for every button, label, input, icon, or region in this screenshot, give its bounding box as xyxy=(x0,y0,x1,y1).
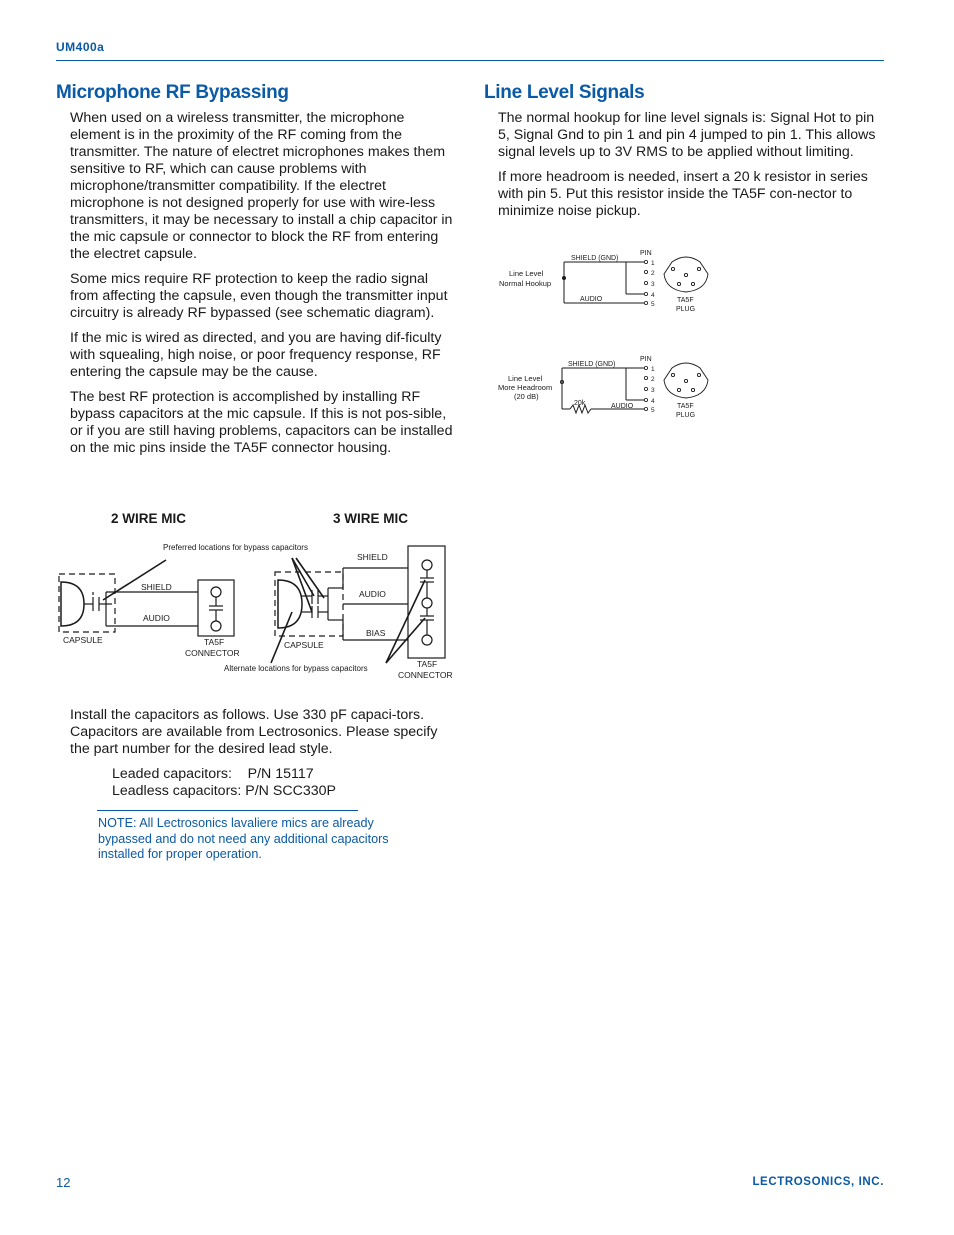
diagram2-pin-1: 1 xyxy=(651,366,655,373)
preferred-pointer-3wire-a xyxy=(292,558,314,596)
parts-item-leadless: Leadless capacitors: P/N SCC330P xyxy=(112,783,336,799)
two-wire-capsule-label: CAPSULE xyxy=(63,635,103,645)
note-rule xyxy=(97,810,358,811)
diagram2-plug-icon xyxy=(664,363,708,398)
diagram2-plug-label-1: TA5F xyxy=(677,403,694,410)
diagram2-label-3: (20 dB) xyxy=(514,392,539,401)
section-title-rf-bypassing: Microphone RF Bypassing xyxy=(56,82,289,103)
alternate-pointer-capsule xyxy=(271,612,292,663)
paragraph-2: Some mics require RF protection to keep the radio signal from affecting the capsule, even though the transmitter input circuitry is already RF bypassed (see schematic diagram). xyxy=(70,271,448,321)
install-instructions xyxy=(70,707,460,800)
diagram2-plug-label-2: PLUG xyxy=(676,412,696,419)
left-column xyxy=(56,82,456,465)
diagram1-pin-2: 2 xyxy=(651,270,655,277)
install-text: Install the capacitors as follows. Use 330 pF capaci-tors. Capacitors are available from Lectrosonics. Please specify the part number for the desired lead style. xyxy=(70,707,438,757)
two-wire-ta5f-label: TA5F xyxy=(204,637,225,647)
three-wire-ta5f-connector xyxy=(408,546,445,658)
diagram1-pin-label: PIN xyxy=(640,250,652,257)
diagram2-label-2: More Headroom xyxy=(498,383,553,392)
two-wire-connector-label: CONNECTOR xyxy=(185,648,240,658)
header-model: UM400a xyxy=(56,40,105,54)
diagram1-wires xyxy=(563,262,645,303)
parts-item-leaded: Leaded capacitors: P/N 15117 xyxy=(112,766,314,782)
three-wire-capsule xyxy=(275,568,408,640)
three-wire-capsule-label: CAPSULE xyxy=(284,640,324,650)
note-text: NOTE: All Lectrosonics lavaliere mics are already bypassed and do not need any additional capacitors installed for proper operation. xyxy=(98,816,389,861)
diagram2-pin-2: 2 xyxy=(651,376,655,383)
diagram2-pins xyxy=(644,366,655,414)
section-title-line-level: Line Level Signals xyxy=(484,82,645,103)
two-wire-audio-label: AUDIO xyxy=(143,613,170,623)
diagram1-pin-1: 1 xyxy=(651,260,655,267)
three-wire-ta5f-label: TA5F xyxy=(417,659,438,669)
paragraph-3: If the mic is wired as directed, and you are having dif-ficulty with squealing, high noise, or poor frequency response, RF entering the capsule may be the cause. xyxy=(70,330,442,380)
right-paragraph-1: The normal hookup for line level signals is: Signal Hot to pin 5, Signal Gnd to pin 1 and pin 4 jumped to pin 1. This allows signal levels up to 3V RMS to be applied without limiting. xyxy=(498,110,876,160)
paragraph-4: The best RF protection is accomplished by installing RF bypass capacitors at the mic capsule. If this is not pos-sible, or if you are still having problems, capacitors can be installed on the mic pins inside the TA5F connector housing. xyxy=(70,389,453,456)
line-level-normal-diagram xyxy=(496,244,726,319)
parts-list xyxy=(112,766,460,800)
two-wire-title: 2 WIRE MIC xyxy=(111,511,187,526)
paragraph-1: When used on a wireless transmitter, the microphone element is in the proximity of the RF coming from the transmitter. The nature of electret microphones makes them sensitive to RF, which can cause problems with microphone/transmitter compatibility. If the electret microphone is not designed properly for use with wire-less transmitters, it may be necessary to install a chip capacitor in the mic capsule or connector to block the RF from entering the electret capsule. xyxy=(70,110,453,262)
mic-bypass-diagram xyxy=(56,508,476,688)
diagram1-label-2: Normal Hookup xyxy=(499,279,552,288)
diagram1-pin-3: 3 xyxy=(651,281,655,288)
three-wire-connector-label: CONNECTOR xyxy=(398,670,453,680)
diagram1-audio-label: AUDIO xyxy=(580,296,603,303)
two-wire-shield-label: SHIELD xyxy=(141,582,172,592)
alternate-note: Alternate locations for bypass capacitors xyxy=(224,664,368,673)
diagram1-plug-icon xyxy=(664,257,708,292)
line-level-headroom-diagram xyxy=(496,350,726,425)
three-wire-bias-label: BIAS xyxy=(366,628,386,638)
diagram2-resistor-label: 20k xyxy=(574,400,586,407)
diagram1-pin-5: 5 xyxy=(651,301,655,308)
diagram2-label-1: Line Level xyxy=(508,374,543,383)
diagram2-pin-3: 3 xyxy=(651,387,655,394)
two-wire-capsule xyxy=(59,574,198,632)
diagram2-pin-4: 4 xyxy=(651,398,655,405)
diagram2-pin-label: PIN xyxy=(640,356,652,363)
right-column xyxy=(484,82,884,228)
right-paragraph-2: If more headroom is needed, insert a 20 k resistor in series with pin 5. Put this resistor inside the TA5F con-nector to minimize noise pickup. xyxy=(498,169,868,219)
two-wire-ta5f-connector xyxy=(198,580,234,636)
three-wire-shield-label: SHIELD xyxy=(357,552,388,562)
diagram2-pin-5: 5 xyxy=(651,407,655,414)
three-wire-title: 3 WIRE MIC xyxy=(333,511,409,526)
diagram1-label-1: Line Level xyxy=(509,269,544,278)
diagram1-shield-label: SHIELD (GND) xyxy=(571,255,619,262)
diagram2-audio-label: AUDIO xyxy=(611,403,634,410)
diagram1-plug-label-2: PLUG xyxy=(676,306,696,313)
page-number: 12 xyxy=(56,1175,71,1190)
diagram2-shield-label: SHIELD (GND) xyxy=(568,361,616,368)
diagram1-plug-label-1: TA5F xyxy=(677,297,694,304)
footer-company: LECTROSONICS, INC. xyxy=(752,1176,884,1188)
three-wire-audio-label: AUDIO xyxy=(359,589,386,599)
diagram1-pin-4: 4 xyxy=(651,292,655,299)
alternate-pointer-connector-a xyxy=(386,580,425,663)
diagram1-pins xyxy=(644,260,655,308)
header-rule xyxy=(56,60,884,61)
preferred-note: Preferred locations for bypass capacitors xyxy=(163,543,308,552)
preferred-pointer-2wire xyxy=(103,560,166,600)
